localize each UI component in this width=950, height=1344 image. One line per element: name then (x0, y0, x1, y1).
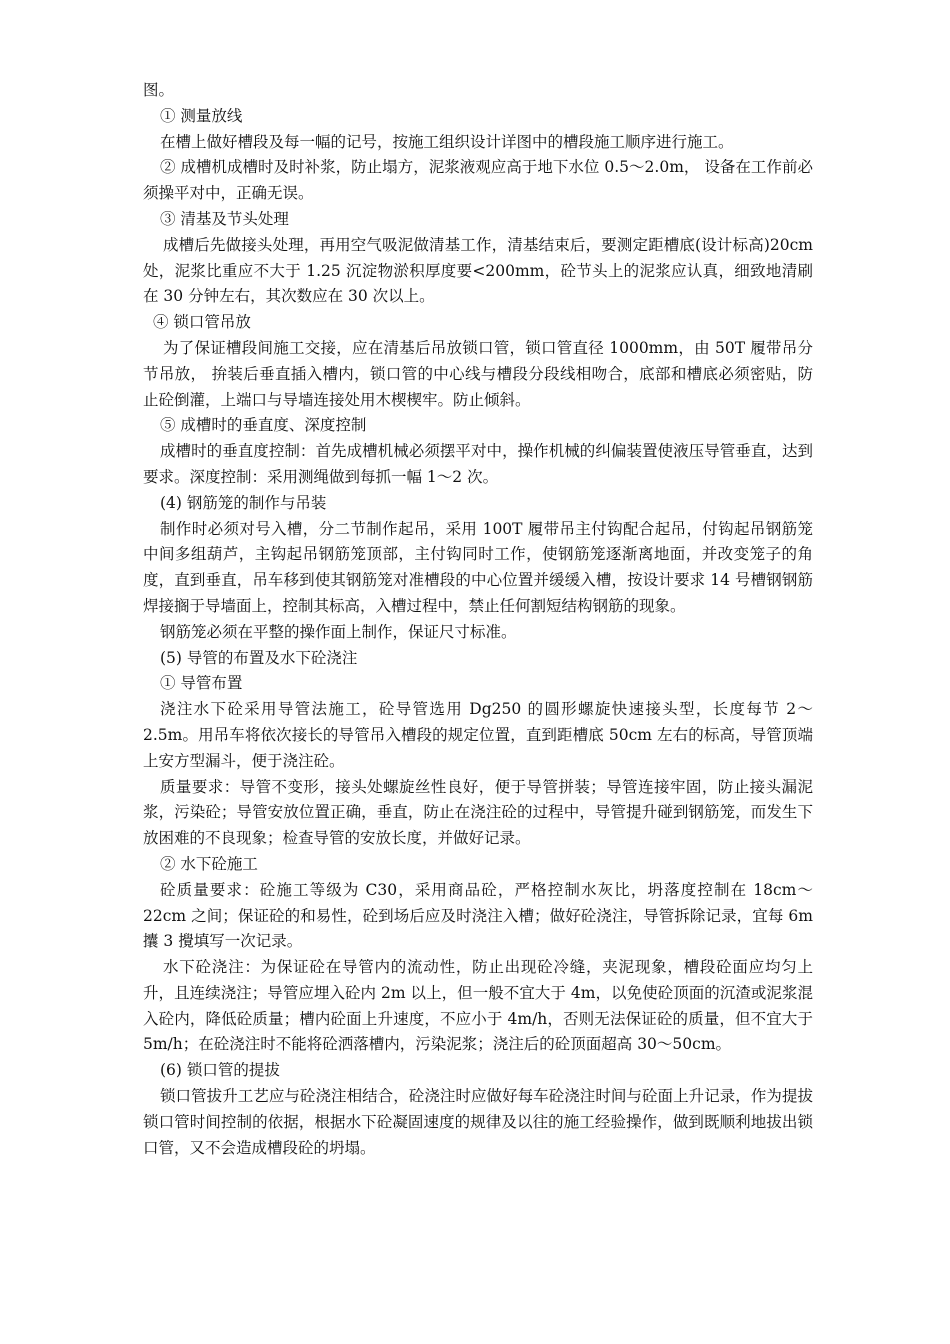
paragraph-rebar-cage-fabrication: 钢筋笼必须在平整的操作面上制作，保证尺寸标准。 (160, 622, 517, 641)
paragraph-lock-pipe-hoisting: 为了保证槽段间施工交接，应在清基后吊放锁口管，锁口管直径 1000mm，由 50T 履带吊分节吊放， 拚装后垂直插入槽内，锁口管的中心线与槽段分段线相吻合，底部和槽底必须密贴，防止砼倒灌，上端口与导墙连接处用木楔楔牢。防止倾斜。 (143, 338, 813, 409)
subheading-base-cleaning: ③ 清基及节头处理 (160, 209, 289, 228)
paragraph-concrete-pouring: 水下砼浇注：为保证砼在导管内的流动性，防止出现砼冷缝，夹泥现象，槽段砼面应均匀上升，且连续浇注；导管应埋入砼内 2m 以上，但一般不宜大于 4m，以免使砼顶面的沉渣或泥浆混入砼内，降低砼质量；槽内砼面上升速度，不应小于 4m/h，否则无法保证砼的质量，但不宜大于 5m/h；在砼浇注时不能将砼洒落槽内，污染泥浆；浇注后的砼顶面超高 30～50cm。 (143, 958, 813, 1054)
section-heading-rebar-cage: (4) 钢筋笼的制作与吊装 (160, 493, 327, 512)
subheading-underwater-concrete: ② 水下砼施工 (160, 854, 258, 873)
document-body (143, 78, 813, 1161)
paragraph-survey-layout: 在槽上做好槽段及每一幅的记号，按施工组织设计详图中的槽段施工顺序进行施工。 (160, 132, 734, 151)
subheading-survey-layout: ① 测量放线 (160, 106, 243, 125)
section-heading-lock-pipe-extraction: (6) 锁口管的提拔 (160, 1061, 280, 1080)
paragraph-verticality-depth: 成槽时的垂直度控制：首先成槽机械必须摆平对中，操作机械的纠偏装置使液压导管垂直，达到要求。深度控制：采用测绳做到每抓一幅 1～2 次。 (143, 442, 813, 486)
paragraph-lock-pipe-extraction: 锁口管拔升工艺应与砼浇注相结合，砼浇注时应做好每车砼浇注时间与砼面上升记录，作为提拔锁口管时间控制的依据，根据水下砼凝固速度的规律及以往的施工经验操作，做到既顺利地拔出锁口管，又不会造成槽段砼的坍塌。 (143, 1087, 813, 1157)
paragraph-continuation: 图。 (143, 81, 175, 99)
paragraph-tremie-layout: 浇注水下砼采用导管法施工，砼导管选用 Dg250 的圆形螺旋快速接头型，长度每节 2～2.5m。用吊车将依次接长的导管吊入槽段的规定位置，直到距槽底 50cm 左右的标高，导管顶端上安方型漏斗，便于浇注砼。 (143, 700, 813, 770)
paragraph-rebar-cage-lifting: 制作时必须对号入槽，分二节制作起吊，采用 100T 履带吊主付钩配合起吊，付钩起吊钢筋笼中间多组葫芦，主钩起吊钢筋笼顶部，主付钩同时工作，使钢筋笼逐渐离地面，并改变笼子的角度，直到垂直，吊车移到使其钢筋笼对准槽段的中心位置并缓缓入槽，按设计要求 14 号槽钢钢筋焊接搁于导墙面上，控制其标高，入槽过程中，禁止任何割短结构钢筋的现象。 (143, 519, 813, 615)
paragraph-concrete-quality: 砼质量要求：砼施工等级为 C30，采用商品砼，严格控制水灰比，坍落度控制在 18cm～22cm 之间；保证砼的和易性，砼到场后应及时浇注入槽；做好砼浇注，导管拆除记录，宜每 6m 攮 3 攪填写一次记录。 (143, 880, 813, 951)
paragraph-base-cleaning: 成槽后先做接头处理，再用空气吸泥做清基工作，清基结束后，要测定距槽底(设计标高)20cm 处，泥浆比重应不大于 1.25 沉淀物淤积厚度要<200mm，砼节头上的泥浆应认真，细致地清刷在 30 分钟左右，其次数应在 30 次以上。 (143, 235, 813, 306)
paragraph-tremie-quality: 质量要求：导管不变形，接头处螺旋丝性良好，便于导管拼装；导管连接牢固，防止接头漏泥浆，污染砼；导管安放位置正确，垂直，防止在浇注砼的过程中，导管提升碰到钢筋笼，而发生下放困难的不良现象；检查导管的安放长度，并做好记录。 (143, 777, 813, 848)
subheading-tremie-layout: ① 导管布置 (160, 674, 243, 693)
subheading-verticality-depth: ⑤ 成槽时的垂直度、深度控制 (160, 416, 367, 435)
subheading-lock-pipe-hoisting: ④ 锁口管吊放 (153, 313, 251, 332)
paragraph-trenching-slurry: ② 成槽机成槽时及时补浆，防止塌方，泥浆液观应高于地下水位 0.5～2.0m， 设备在工作前必须操平对中，正确无误。 (143, 158, 813, 203)
section-heading-tremie-concrete: (5) 导管的布置及水下砼浇注 (160, 648, 358, 667)
